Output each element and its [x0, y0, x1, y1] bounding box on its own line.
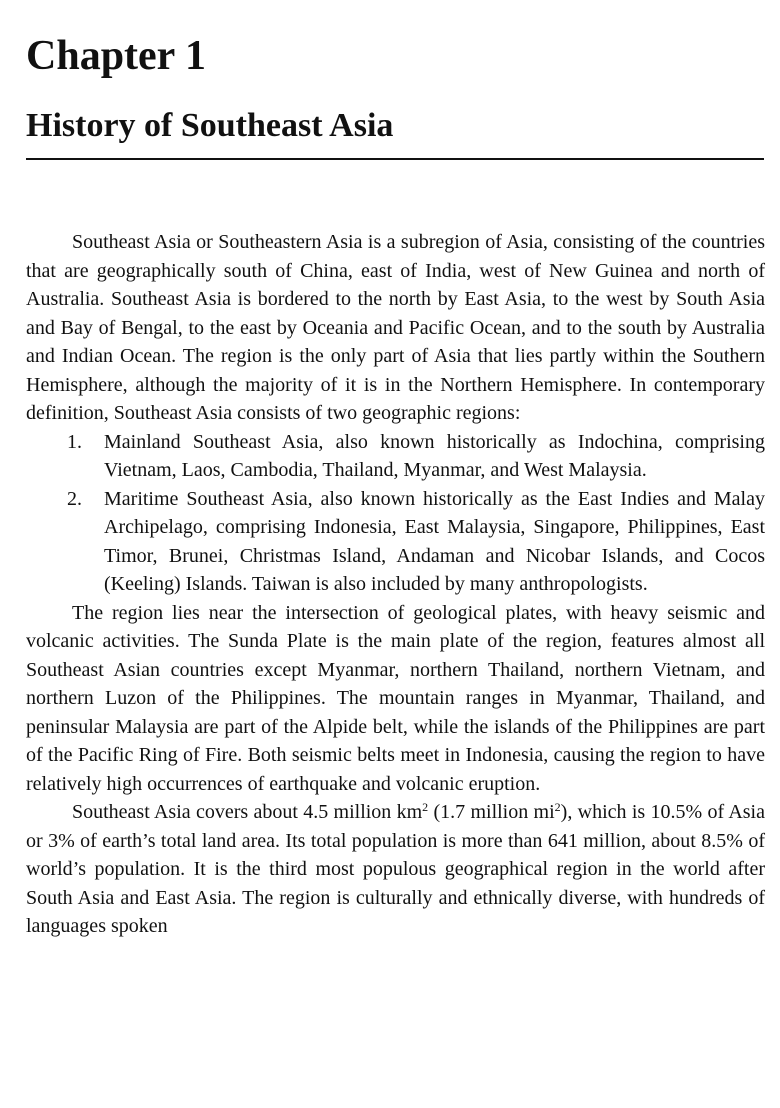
- chapter-number: Chapter 1: [26, 33, 207, 79]
- area-text-3: ), which is 10.5% of Asia or 3% of earth’s total land area. Its total population is more than 641 million, about 8.5% of world’s population. It is the third most populous geographical region in the world after South Asia and East Asia. The region is culturally and ethnically diverse, with hundreds of languages spoken: [26, 801, 765, 937]
- list-item-text: Mainland Southeast Asia, also known historically as Indochina, comprising Vietnam, Laos, Cambodia, Thailand, Myanmar, and West Malaysia.: [104, 430, 765, 481]
- paragraph-area-population: [26, 798, 765, 941]
- superscript-mi2: 2: [554, 800, 561, 814]
- list-item-text: Maritime Southeast Asia, also known historically as the East Indies and Malay Archipelago, comprising Indonesia, East Malaysia, Singapore, Philippines, East Timor, Brunei, Christmas Island, Andaman and Nicobar Islands, and Cocos (Keeling) Islands. Taiwan is also included by many anthropologists.: [104, 487, 765, 595]
- list-item-number: 1.: [67, 430, 82, 453]
- paragraph-intro: Southeast Asia or Southeastern Asia is a subregion of Asia, consisting of the countries that are geographically south of China, east of India, west of New Guinea and north of Australia. Southeast Asia is bordered to the north by East Asia, to the west by South Asia and Bay of Bengal, to the east by Oceania and Pacific Ocean, and to the south by Australia and Indian Ocean. The region is the only part of Asia that lies partly within the Southern Hemisphere, although the majority of it is in the Northern Hemisphere. In contemporary definition, Southeast Asia consists of two geographic regions:: [26, 231, 765, 424]
- area-text-1: Southeast Asia covers about 4.5 million km: [72, 801, 423, 823]
- superscript-km2: 2: [422, 800, 429, 814]
- list-item: [26, 428, 765, 485]
- regions-list: [26, 428, 765, 599]
- area-text-2: (1.7 million mi: [428, 801, 555, 823]
- body-text: [26, 228, 765, 941]
- title-divider: [26, 158, 764, 160]
- list-item: [26, 485, 765, 599]
- paragraph-geology: The region lies near the intersection of geological plates, with heavy seismic and volcanic activities. The Sunda Plate is the main plate of the region, features almost all Southeast Asian countries except Myanmar, northern Thailand, northern Vietnam, and northern Luzon of the Philippines. The mountain ranges in Myanmar, Thailand, and peninsular Malaysia are part of the Alpide belt, while the islands of the Philippines are part of the Pacific Ring of Fire. Both seismic belts meet in Indonesia, causing the region to have relatively high occurrences of earthquake and volcanic eruption.: [26, 601, 765, 795]
- list-item-number: 2.: [67, 487, 82, 510]
- chapter-title: History of Southeast Asia: [26, 107, 394, 144]
